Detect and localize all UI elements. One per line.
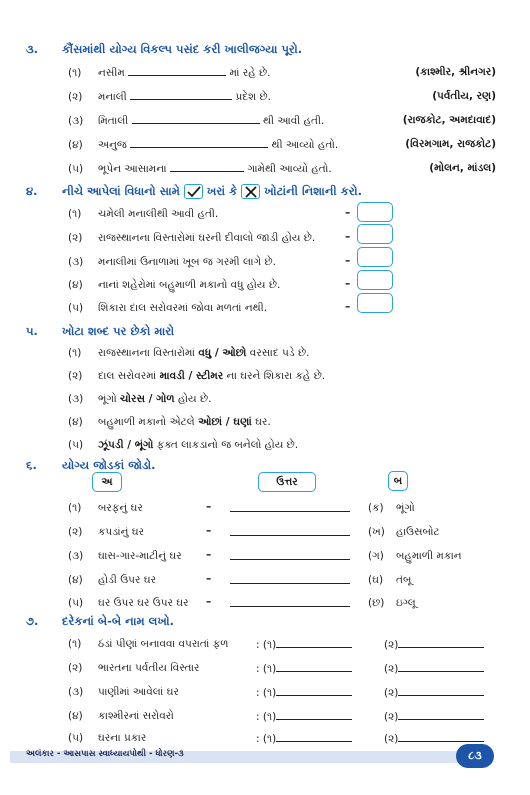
q6-title: યોગ્ય જોડકાં જોડો. — [62, 458, 156, 472]
q4-item-1: (૧) ચમેલી મનાલીથી આવી હતી. — [68, 208, 219, 220]
q7-slot-4a: : (૧) — [256, 710, 352, 724]
q7-blank-2b[interactable] — [398, 662, 484, 672]
answer-column-label: ઉત્તર — [258, 472, 316, 492]
q7-item-1: (૧) ઠંડાં પીણાં બનાવવા વપરાતાં ફળ — [68, 638, 229, 650]
q6-answer-3[interactable] — [230, 550, 350, 560]
q5-item-4: (૪) બહુમાળી મકાનો એટલે ઓછાં / ઘણાં ઘર. — [68, 416, 271, 428]
q7-item-3: (૩) પાણીમાં આવેલાં ઘર — [68, 686, 179, 698]
q4-answer-box-3[interactable] — [357, 247, 393, 267]
q6-right-5: (છ) ઇગ્લૂ — [368, 597, 416, 609]
q3-hint-3: (રાજકોટ, અમદાવાદ) — [402, 114, 496, 126]
q5-item-2: (૨) દાલ સરોવરમાં માવડી / સ્ટીમર ના ઘરને શિકારા કહે છે. — [68, 370, 326, 382]
q6-dash-5: – — [206, 596, 212, 608]
q3-hint-4: (વિરમગામ, રાજકોટ) — [405, 138, 496, 150]
cross-mark-icon — [241, 184, 260, 199]
q7-slot-2b: (૨) — [384, 662, 484, 676]
q7-heading — [26, 614, 174, 629]
q5-choice-2[interactable]: માવડી / સ્ટીમર — [159, 370, 224, 382]
q6-item-1: (૧) બરફનું ઘર — [68, 502, 143, 514]
q3-blank-4[interactable] — [130, 138, 268, 148]
q7-slot-3b: (૨) — [384, 686, 484, 700]
q6-right-2: (ખ) હાઉસબોટ — [368, 526, 440, 538]
q4-item-3: (૩) મનાલીમાં ઉનાળામાં ખૂબ જ ગરમી લાગે છે. — [68, 256, 276, 268]
q7-slot-4b: (૨) — [384, 710, 484, 724]
q5-choice-4[interactable]: ઓછાં / ઘણાં — [198, 416, 252, 428]
q6-right-1: (ક) ભૂંગો — [368, 502, 415, 514]
q7-blank-5b[interactable] — [398, 732, 484, 742]
q7-blank-3a[interactable] — [276, 686, 352, 696]
q3-item-1: (૧) નસીમ માં રહે છે. — [68, 67, 271, 79]
q7-slot-5a: : (૧) — [256, 732, 352, 746]
q5-item-3: (૩) ભૂંગો ચોરસ / ગોળ હોય છે. — [68, 393, 212, 405]
q5-item-5: (૫) ઝૂંપડી / ભૂંગો ફક્ત લાકડાનો જ બનેલો હોય છે. — [68, 439, 299, 451]
q5-number: ૫. — [26, 324, 38, 338]
q3-item-2: (૨) મનાલી પ્રદેશ છે. — [68, 91, 272, 103]
column-b-label: બ — [388, 471, 408, 491]
q4-item-4: (૪) નાનાં શહેરોમાં બહુમાળી મકાનો વધુ હોય છે. — [68, 279, 281, 291]
q3-hint-5: (મોલન, માંડલ) — [429, 162, 496, 174]
q6-dash-2: – — [206, 525, 212, 537]
q6-dash-3: – — [206, 549, 212, 561]
q6-item-5: (૫) ઘર ઉપર ઘર ઉપર ઘર — [68, 597, 189, 609]
q3-item-4: (૪) અનુજ થી આવ્યો હતો. — [68, 139, 339, 151]
q4-heading: ૪. નીચે આપેલાં વિધાનો સામે ખરાં કે ખોટાંની નિશાની કરો. — [26, 184, 362, 198]
q7-item-4: (૪) કાશ્મીરનાં સરોવરો — [68, 710, 174, 722]
q4-item-5: (૫) શિકારા દાલ સરોવરમાં જોવા મળતાં નથી. — [68, 302, 268, 314]
q3-hint-2: (પર્વતીય, રણ) — [432, 90, 496, 102]
q3-number: ૩. — [26, 42, 39, 56]
q7-slot-1b: (૨) — [384, 638, 484, 652]
q3-blank-5[interactable] — [170, 162, 244, 172]
q7-blank-2a[interactable] — [276, 662, 352, 672]
q7-blank-4a[interactable] — [276, 710, 352, 720]
q4-number: ૪. — [26, 184, 38, 198]
q3-hint-1: (કાશ્મીર, શ્રીનગર) — [415, 66, 496, 78]
q6-answer-4[interactable] — [230, 574, 350, 584]
column-a-label: અ — [92, 472, 122, 492]
footer-book-title: અલંકાર - આસપાસ સ્વાધ્યાયપોથી - ધોરણ-૩ — [26, 749, 184, 759]
q3-blank-1[interactable] — [128, 66, 226, 76]
q7-title: દરેકનાં બે-બે નામ લખો. — [62, 614, 175, 628]
q7-slot-3a: : (૧) — [256, 686, 352, 700]
q3-title: કૌંસમાંથી યોગ્ય વિકલ્પ પસંદ કરી ખાલીજગ્યા પૂરો. — [62, 42, 303, 56]
q6-number: ૬. — [26, 458, 37, 472]
q4-answer-box-1[interactable] — [357, 202, 393, 222]
page-number: ૮૩ — [456, 744, 494, 768]
q5-choice-5[interactable]: ઝૂંપડી / ભૂંગો — [98, 439, 154, 451]
q7-item-2: (૨) ભારતના પર્વતીય વિસ્તાર — [68, 662, 200, 674]
q6-dash-1: – — [206, 501, 212, 513]
q7-blank-3b[interactable] — [398, 686, 484, 696]
q6-answer-2[interactable] — [230, 526, 350, 536]
q6-item-4: (૪) હોડી ઉપર ઘર — [68, 574, 156, 586]
q6-item-2: (૨) કપડાંનું ઘર — [68, 526, 145, 538]
q4-answer-box-5[interactable] — [357, 293, 393, 313]
q4-answer-box-2[interactable] — [357, 224, 393, 244]
q5-item-1: (૧) રાજસ્થાનના વિસ્તારોમાં વધુ / ઓછો વરસાદ પડે છે. — [68, 347, 310, 359]
q3-item-5: (૫) ભૂપેન આસામના ગામેથી આવ્યો હતો. — [68, 163, 332, 175]
q3-blank-3[interactable] — [132, 114, 260, 124]
q7-slot-1a: : (૧) — [256, 638, 352, 652]
q4-answer-box-4[interactable] — [357, 270, 393, 290]
q3-blank-2[interactable] — [130, 90, 232, 100]
q7-slot-2a: : (૧) — [256, 662, 352, 676]
q4-dash-4: – — [345, 278, 351, 290]
q4-dash-1: – — [345, 207, 351, 219]
q6-item-3: (૩) ઘાસ-ગાર-માટીનું ઘર — [68, 550, 182, 562]
q7-slot-5b: (૨) — [384, 732, 484, 746]
q7-number: ૭. — [26, 614, 39, 628]
q6-dash-4: – — [206, 573, 212, 585]
q4-dash-3: – — [345, 255, 351, 267]
q6-answer-5[interactable] — [230, 597, 350, 607]
q4-dash-2: – — [345, 231, 351, 243]
q6-right-3: (ગ) બહુમાળી મકાન — [368, 550, 462, 562]
q6-right-4: (ઘ) તંબૂ — [368, 574, 412, 586]
q4-item-2: (૨) રાજસ્થાનના વિસ્તારોમાં ઘરની દીવાલો જાડી હોય છે. — [68, 232, 316, 244]
q5-choice-3[interactable]: ચોરસ / ગોળ — [120, 393, 175, 405]
q6-answer-1[interactable] — [230, 502, 350, 512]
q7-item-5: (૫) ઘરના પ્રકાર — [68, 732, 147, 744]
check-mark-icon — [184, 184, 203, 199]
page-footer — [0, 744, 530, 770]
q7-blank-1a[interactable] — [276, 638, 352, 648]
q3-heading — [26, 42, 302, 57]
q3-item-3: (૩) મિતાલી થી આવી હતી. — [68, 115, 325, 127]
q5-choice-1[interactable]: વધુ / ઓછો — [198, 347, 247, 359]
q4-dash-5: – — [345, 301, 351, 313]
q7-blank-5a[interactable] — [276, 732, 352, 742]
q6-heading — [26, 458, 156, 473]
q5-heading — [26, 324, 174, 339]
q7-blank-1b[interactable] — [398, 638, 484, 648]
q7-blank-4b[interactable] — [398, 710, 484, 720]
q5-title: ખોટા શબ્દ પર છેકો મારો — [62, 324, 175, 338]
